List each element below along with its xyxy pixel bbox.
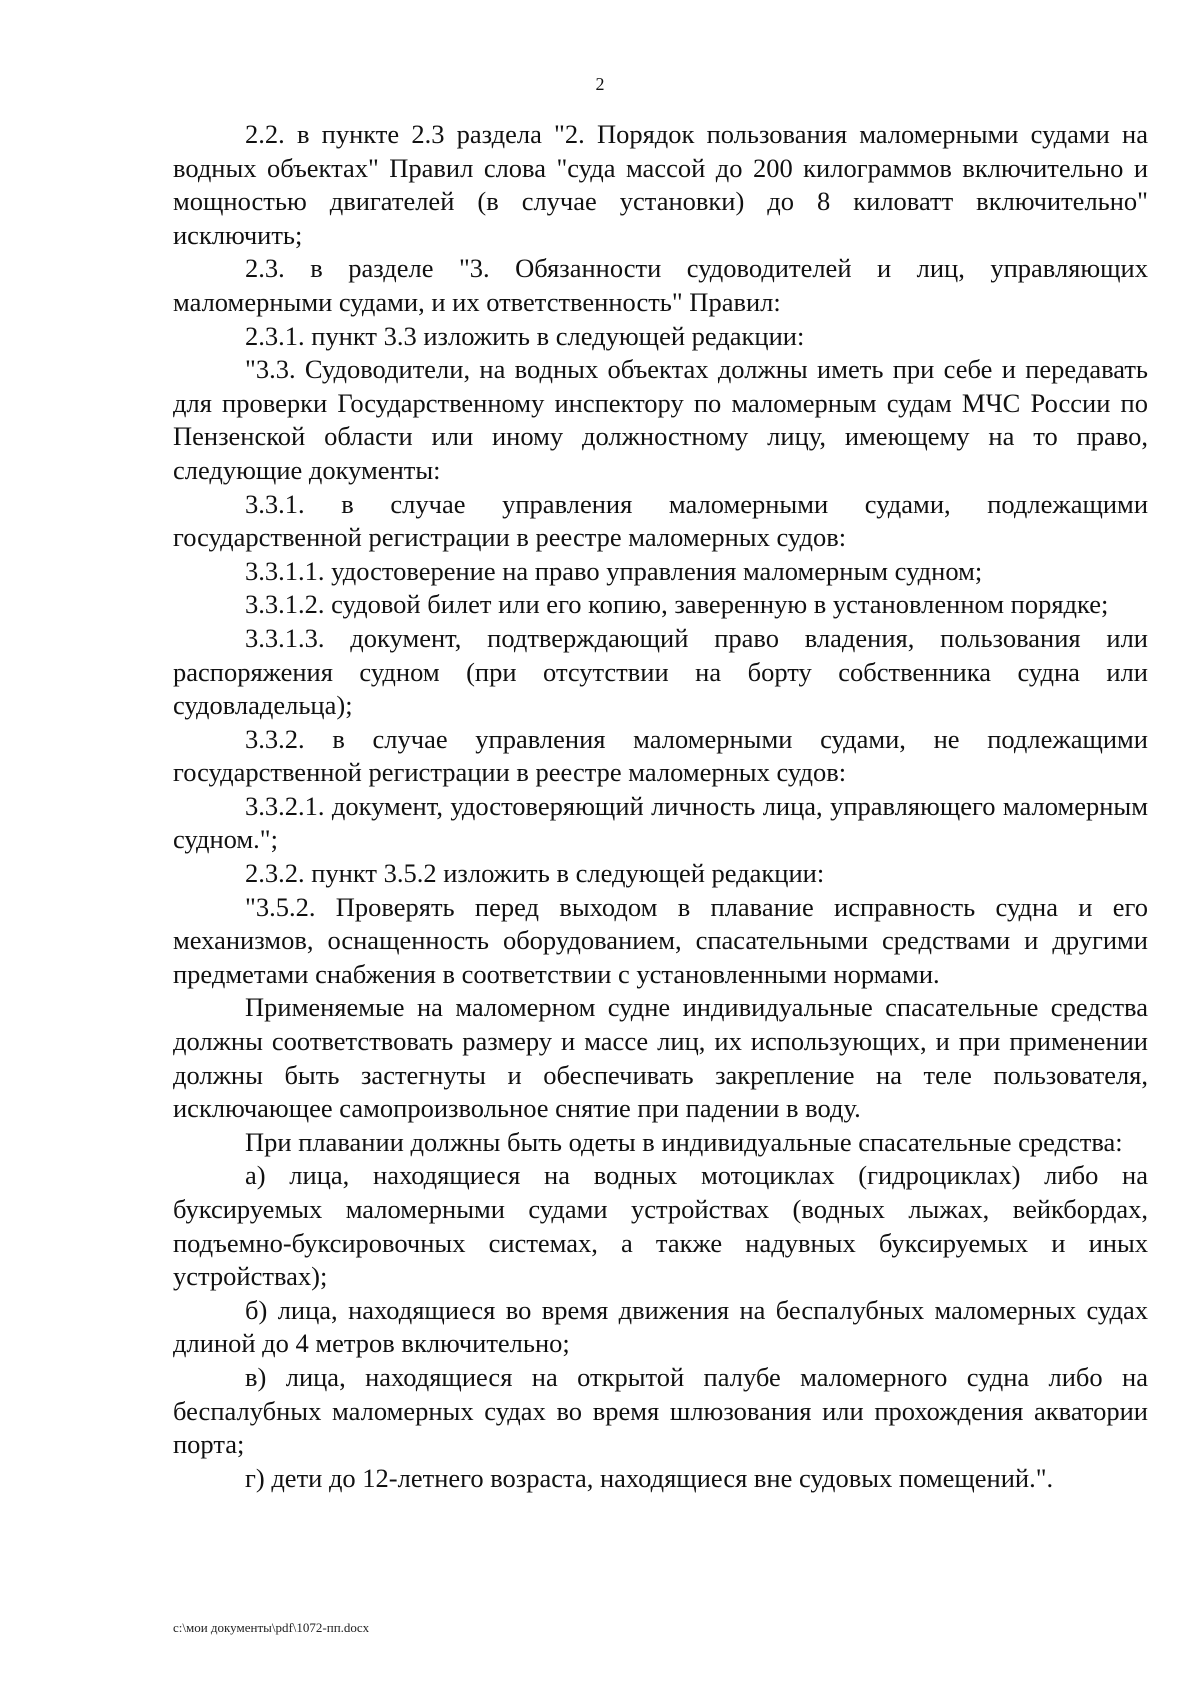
paragraph-2-3-1: 2.3.1. пункт 3.3 изложить в следующей редакции: xyxy=(245,320,805,351)
list-item-b: б) лица, находящиеся во время движения на беспалубных маломерных судах длиной до 4 метров включительно; xyxy=(173,1294,1148,1359)
paragraph-3-3-1: 3.3.1. в случае управления маломерными судами, подлежащими государственной регистрации в реестре маломерных судов: xyxy=(173,488,1148,553)
list-item-g: г) дети до 12-летнего возраста, находящиеся вне судовых помещений.". xyxy=(245,1462,1054,1493)
footer-file-path: c:\мои документы\pdf\1072-пп.docx xyxy=(173,1620,370,1635)
paragraph-3-3-2-1: 3.3.2.1. документ, удостоверяющий личность лица, управляющего маломерным судном."; xyxy=(173,790,1148,855)
paragraph-3-3-1-1: 3.3.1.1. удостоверение на право управления маломерным судном; xyxy=(245,555,983,586)
list-item-v: в) лица, находящиеся на открытой палубе маломерного судна либо на беспалубных маломерных судах во время шлюзования или прохождения акватории порта; xyxy=(173,1361,1148,1460)
list-item-a: а) лица, находящиеся на водных мотоциклах (гидроциклах) либо на буксируемых маломерными судами устройствах (водных лыжах, вейкбордах, подъемно-буксировочных системах, а также надувных буксируемых и иных устройствах); xyxy=(173,1160,1148,1292)
paragraph-2-3-2: 2.3.2. пункт 3.5.2 изложить в следующей редакции: xyxy=(245,858,825,889)
page-number: 2 xyxy=(595,74,605,94)
paragraph-2-3: 2.3. в разделе "3. Обязанности судоводителей и лиц, управляющих маломерными судами, и их ответственность" Правил: xyxy=(173,253,1148,317)
paragraph-rescue-equipment: Применяемые на маломерном судне индивидуальные спасательные средства должны соответствовать размеру и массе лиц, их использующих, и при применении должны быть застегнуты и обеспечивать закрепление на теле пользователя, исключающее самопроизвольное снятие при падении в воду. xyxy=(173,992,1148,1124)
paragraph-3-3: "3.3. Судоводители, на водных объектах должны иметь при себе и передавать для проверки Государственному инспектору по маломерным судам МЧС России по Пензенской области или иному должностному лицу, имеющему на то право, следующие документы: xyxy=(173,354,1148,485)
paragraph-3-3-2: 3.3.2. в случае управления маломерными судами, не подлежащими государственной регистрации в реестре маломерных судов: xyxy=(173,723,1148,788)
paragraph-3-3-1-2: 3.3.1.2. судовой билет или его копию, заверенную в установленном порядке; xyxy=(245,589,1109,620)
document-body xyxy=(173,118,1148,1495)
paragraph-2-2: 2.2. в пункте 2.3 раздела "2. Порядок пользования маломерными судами на водных объектах" Правил слова "суда массой до 200 килограммов включительно и мощностью двигателей (в случае установки) до 8 киловатт включительно" исключить; xyxy=(173,119,1148,250)
paragraph-3-5-2: "3.5.2. Проверять перед выходом в плавание исправность судна и его механизмов, оснащенность оборудованием, спасательными средствами и другими предметами снабжения в соответствии с установленными нормами. xyxy=(173,891,1148,989)
paragraph-3-3-1-3: 3.3.1.3. документ, подтверждающий право владения, пользования или распоряжения судном (при отсутствии на борту собственника судна или судовладельца); xyxy=(173,622,1148,721)
paragraph-swimming-requirements: При плавании должны быть одеты в индивидуальные спасательные средства: xyxy=(245,1126,1123,1157)
